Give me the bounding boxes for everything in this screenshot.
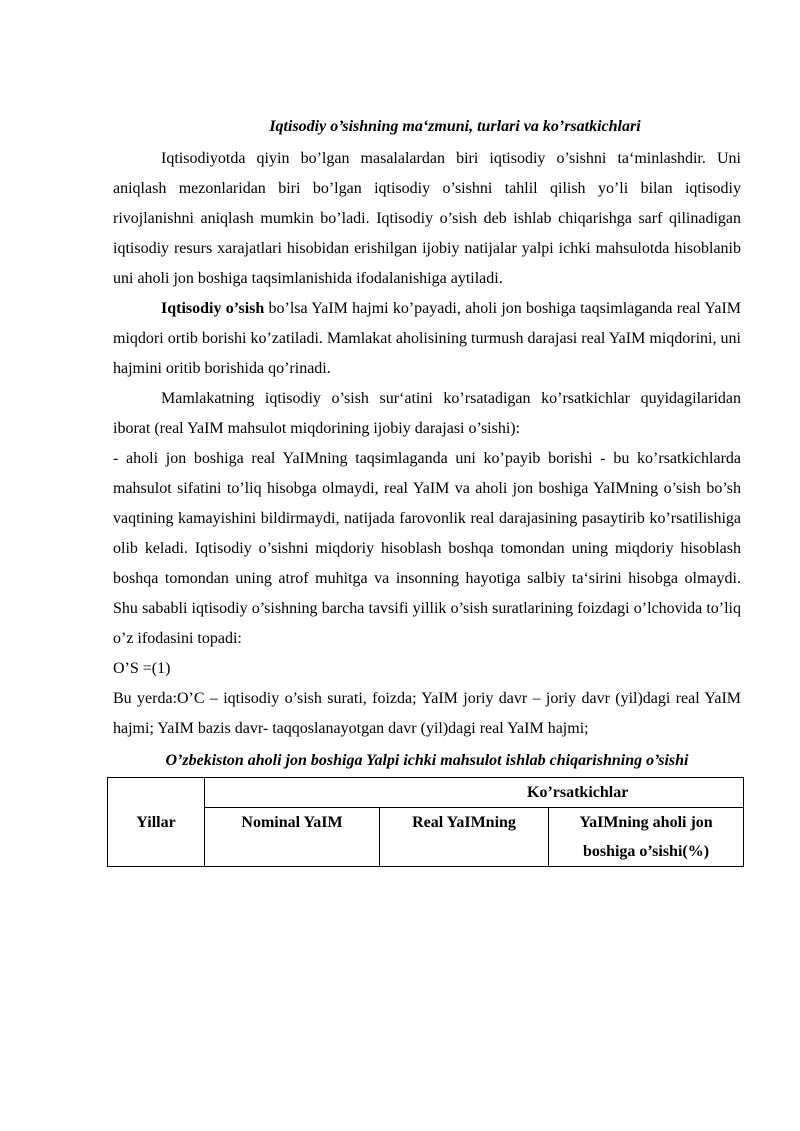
header-real-gdp: Real YaIMning xyxy=(380,808,549,867)
table-header-row xyxy=(108,778,744,808)
document-page xyxy=(113,112,741,867)
header-nominal-gdp: Nominal YaIM xyxy=(205,808,380,867)
section-title: Iqtisodiy o’sishning ma‘zmuni, turlari va ko’rsatkichlari xyxy=(269,118,641,135)
paragraph-indicators: Mamlakatning iqtisodiy o’sish sur‘atini ko’rsatadigan ko’rsatkichlar quyidagilaridan iborat (real YaIM mahsulot miqdorining ijobiy darajasi o’sishi): xyxy=(113,390,741,437)
paragraph-formula-legend: Bu yerda:O’C – iqtisodiy o’sish surati, foizda; YaIM joriy davr – joriy davr (yil)dagi real YaIM hajmi; YaIM bazis davr- taqqoslanayotgan davr (yil)dagi real YaIM hajmi; xyxy=(113,690,741,737)
header-indicators: Ko’rsatkichlar xyxy=(205,778,744,808)
paragraph-growth-text: bo’lsa YaIM hajmi ko’payadi, aholi jon boshiga taqsimlaganda real YaIM miqdori ortib borishi ko’zatiladi. Mamlakat aholisining turmush darajasi real YaIM miqdorini, uni hajmini oritib borishida qo’rinadi. xyxy=(113,300,741,377)
header-years: Yillar xyxy=(108,778,205,867)
paragraph-per-capita: - aholi jon boshiga real YaIMning taqsimlaganda uni ko’payib borishi - bu ko’rsatkichlarda mahsulot sifatini to’liq hisobga olmaydi, real YaIM va aholi jon boshiga YaIMning o’sish bo’sh vaqtining kamayishini bildirmaydi, natijada farovonlik real darajasining pasaytirib ko’rsatilishiga olib keladi. Iqtisodiy o’sishni miqdoriy hisoblash boshqa tomondan uning miqdoriy hisoblash boshqa tomondan uning atrof muhitga va insonning hayotiga salbiy ta‘sirini hisobga olmaydi. Shu sababli iqtisodiy o’sishning barcha tavsifi yillik o’sish suratlarining foizdagi o’lchovida to’liq o’z ifodasini topadi: xyxy=(113,450,741,647)
growth-table xyxy=(107,777,744,867)
table-title: O’zbekiston aholi jon boshiga Yalpi ichki mahsulot ishlab chiqarishning o’sishi xyxy=(165,752,689,769)
paragraph-growth-definition xyxy=(113,294,741,384)
formula-line: O’S =(1) xyxy=(113,660,171,677)
header-gdp-per-capita-growth: YaIMning aholi jon boshiga o’sishi(%) xyxy=(549,808,744,867)
paragraph-intro: Iqtisodiyotda qiyin bo’lgan masalalardan biri iqtisodiy o’sishni ta‘minlashdir. Uni aniqlash mezonlaridan biri bo’lgan iqtisodiy o’sishni tahlil qilish yo’li bilan iqtisodiy rivojlanishni aniqlash mumkin bo’ladi. Iqtisodiy o’sish deb ishlab chiqarishga sarf qilinadigan iqtisodiy resurs xarajatlari hisobidan erishilgan ijobiy natijalar yalpi ichki mahsulotda hisoblanib uni aholi jon boshiga taqsimlanishida ifodalanishiga aytiladi. xyxy=(113,150,741,287)
term-economic-growth: Iqtisodiy o’sish xyxy=(161,300,265,317)
